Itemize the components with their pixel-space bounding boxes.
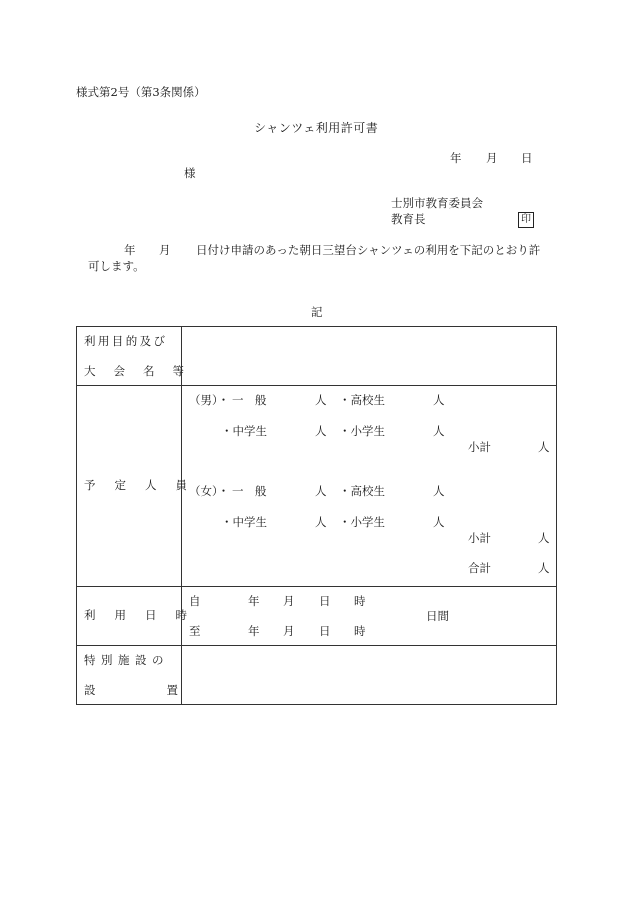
to-hour: 時 (354, 624, 366, 638)
days-label: 日間 (426, 609, 449, 623)
male-middle-school-unit: 人 (315, 424, 327, 438)
female-general-label: 一 般 (232, 484, 267, 498)
issuer-organization: 士別市教育委員会 (391, 196, 483, 210)
male-prefix: （男）・ (189, 393, 230, 407)
body-text-line1: 日付け申請のあった朝日三望台シャンツェの利用を下記のとおり許 (196, 243, 541, 257)
table-column-divider (181, 327, 182, 704)
row-divider-2 (77, 586, 556, 587)
row-divider-1 (77, 385, 556, 386)
female-high-school-label: ・高校生 (339, 484, 385, 498)
to-month: 月 (283, 624, 295, 638)
male-subtotal-unit: 人 (538, 440, 550, 454)
female-middle-school-unit: 人 (315, 515, 327, 529)
female-subtotal-unit: 人 (538, 531, 550, 545)
from-label: 自 (189, 594, 201, 608)
body-year-label: 年 (124, 243, 136, 257)
female-general-unit: 人 (315, 484, 327, 498)
male-general-unit: 人 (315, 393, 327, 407)
male-elementary-unit: 人 (433, 424, 445, 438)
body-text-line2: 可します。 (88, 259, 145, 273)
female-high-school-unit: 人 (433, 484, 445, 498)
date-month-label: 月 (486, 151, 498, 165)
male-high-school-unit: 人 (433, 393, 445, 407)
to-year: 年 (248, 624, 260, 638)
row-divider-3 (77, 645, 556, 646)
female-subtotal-label: 小計 (468, 531, 491, 545)
special-facility-label-line2: 設置 (84, 683, 249, 697)
to-day: 日 (319, 624, 331, 638)
seal-mark: 印 (518, 212, 534, 228)
purpose-label-line1: 利用目的及び (84, 334, 168, 348)
attendance-label: 予定人員 (84, 478, 206, 492)
issuer-position: 教育長 (391, 212, 426, 226)
female-prefix: （女）・ (189, 484, 230, 498)
body-month-label: 月 (159, 243, 171, 257)
grand-total-unit: 人 (538, 561, 550, 575)
usage-datetime-label: 利用日時 (84, 608, 206, 622)
male-middle-school-label: ・中学生 (221, 424, 267, 438)
to-label: 至 (189, 624, 201, 638)
male-general-label: 一 般 (232, 393, 267, 407)
male-elementary-label: ・小学生 (339, 424, 385, 438)
male-high-school-label: ・高校生 (339, 393, 385, 407)
from-month: 月 (283, 594, 295, 608)
from-day: 日 (319, 594, 331, 608)
form-number: 様式第2号（第3条関係） (76, 85, 206, 99)
grand-total-label: 合計 (468, 561, 491, 575)
female-elementary-label: ・小学生 (339, 515, 385, 529)
date-year-label: 年 (450, 151, 462, 165)
purpose-label-line2: 大会名等 (84, 364, 202, 378)
from-year: 年 (248, 594, 260, 608)
record-heading: 記 (311, 305, 323, 319)
addressee-suffix: 様 (184, 166, 196, 180)
permit-table (76, 326, 557, 705)
special-facility-label-line1: 特別施設の (84, 653, 169, 667)
female-middle-school-label: ・中学生 (221, 515, 267, 529)
female-elementary-unit: 人 (433, 515, 445, 529)
document-title: シャンツェ利用許可書 (254, 121, 379, 135)
date-day-label: 日 (521, 151, 533, 165)
male-subtotal-label: 小計 (468, 440, 491, 454)
from-hour: 時 (354, 594, 366, 608)
